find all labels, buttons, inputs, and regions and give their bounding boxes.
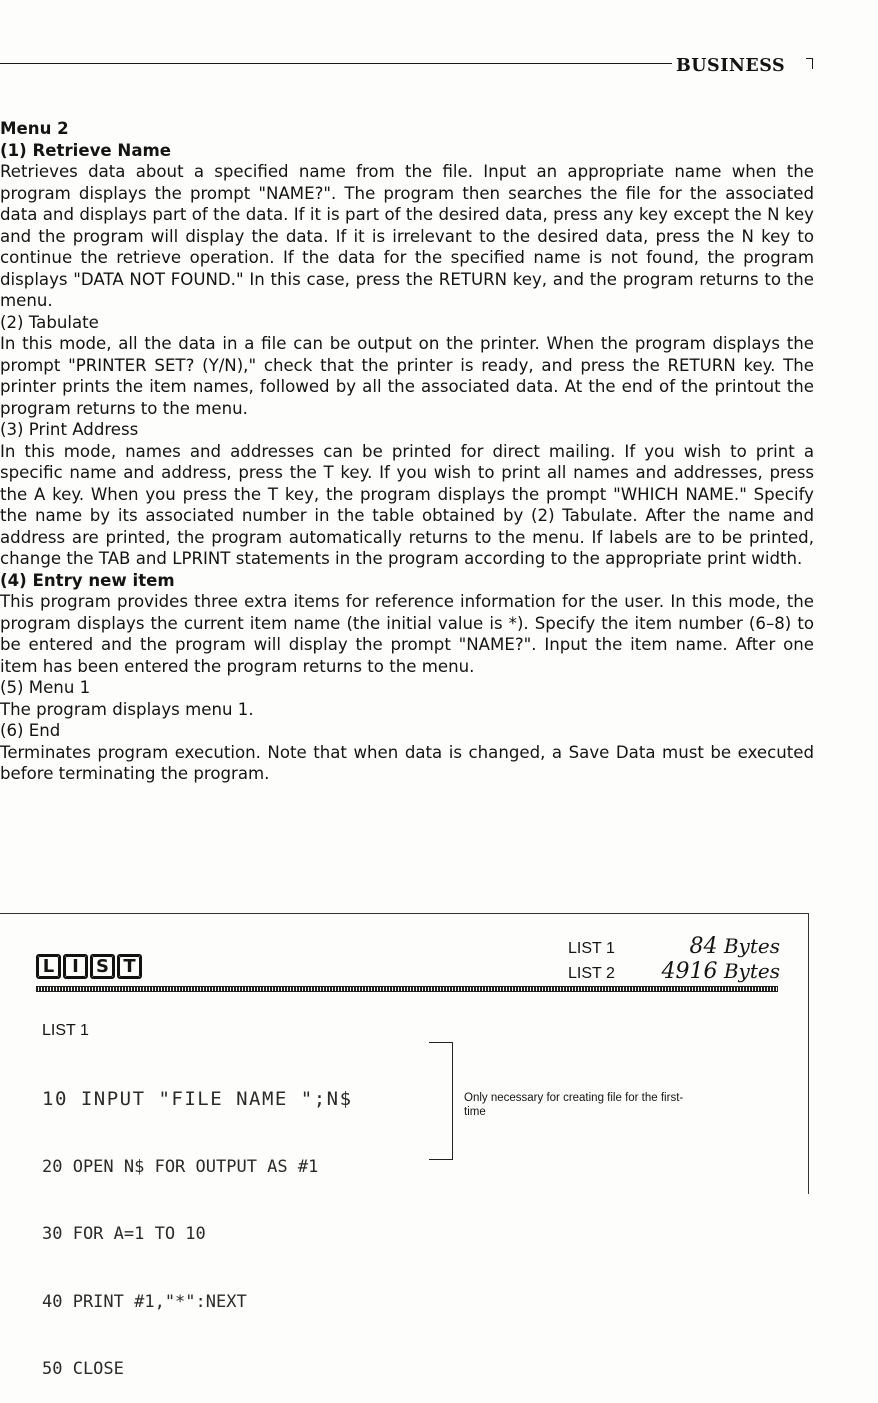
section-text: In this mode, names and addresses can be printed for direct mailing. If you wish to print a specific name and address, press the T key. If you wish to print all names and addresses, press the A key. When you press the T key, the program displays the prompt "WHICH NAME." Specify the name by its associated number in the table obtained by (2) Tabulate. After the name and address are printed, the program automatically returns to the menu. If labels are to be printed, change the TAB and LPRINT statements in the program according to the appropriate print width. <box>0 441 814 568</box>
code-line: 20 OPEN N$ FOR OUTPUT AS #1 <box>42 1156 319 1177</box>
list-size-1 <box>568 934 780 959</box>
right-bracket <box>429 1042 453 1160</box>
logo-key: I <box>63 954 88 979</box>
list-size-2 <box>568 959 780 984</box>
list-logo <box>36 954 142 979</box>
code-line: 50 CLOSE <box>42 1359 124 1379</box>
list-size-label: LIST 2 <box>568 965 615 982</box>
section-text: This program provides three extra items for reference information for the user. In this mode, the program displays the current item name (the initial value is *). Specify the item number (6–8) to be entered and the program will display the prompt "NAME?". Input the item name. After one item has been entered the program returns to the menu. <box>0 592 814 676</box>
logo-key: L <box>36 954 61 979</box>
section-heading: (1) Retrieve Name <box>0 140 172 160</box>
body-text <box>0 118 814 785</box>
listing-label: LIST 1 <box>42 1022 89 1039</box>
code-listing <box>42 1043 353 1403</box>
list-size-unit: Bytes <box>723 934 780 958</box>
list-size-bytes: 4916 <box>661 959 718 984</box>
code-line: 40 PRINT #1,"*":NEXT <box>42 1291 247 1312</box>
code-line: 30 FOR A=1 TO 10 <box>42 1224 206 1244</box>
section-heading: (5) Menu 1 <box>0 678 91 697</box>
list-size-unit: Bytes <box>723 959 780 983</box>
section-title: BUSINESS <box>676 56 786 76</box>
bracket-note: Only necessary for creating file for the first-time <box>464 1092 684 1118</box>
section-text: Terminates program execution. Note that when data is changed, a Save Data must be executed before terminating the program. <box>0 742 814 783</box>
header-rule <box>0 63 672 64</box>
list-size-label: LIST 1 <box>568 940 615 957</box>
section-heading: (3) Print Address <box>0 420 139 439</box>
section-text: The program displays menu 1. <box>0 699 254 719</box>
section-text: Retrieves data about a specified name from the file. Input an appropriate name when the program displays the prompt "NAME?". The program then searches the file for the associated data and displays part of the data. If it is part of the desired data, press any key except the N key and the program will display the data. If it is irrelevant to the desired data, press the N key to continue the retrieve operation. If the data for the specified name is not found, the program displays "DATA NOT FOUND." In this case, press the RETURN key, and the program returns to the menu. <box>0 162 814 310</box>
section-heading: (2) Tabulate <box>0 312 99 332</box>
code-line: 10 INPUT "FILE NAME ";N$ <box>42 1088 353 1110</box>
header-corner-mark <box>806 58 813 69</box>
logo-key: T <box>117 954 142 979</box>
dotted-divider <box>36 986 778 992</box>
section-heading: (6) End <box>0 721 61 740</box>
section-text: In this mode, all the data in a file can be output on the printer. When the program displays the prompt "PRINTER SET? (Y/N)," check that the printer is ready, and press the RETURN key. The printer prints the item names, followed by all the associated data. At the end of the printout the program returns to the menu. <box>0 334 814 418</box>
list-size-bytes: 84 <box>689 934 718 959</box>
logo-key: S <box>90 954 115 979</box>
section-heading: (4) Entry new item <box>0 570 175 590</box>
menu-title: Menu 2 <box>0 119 69 138</box>
